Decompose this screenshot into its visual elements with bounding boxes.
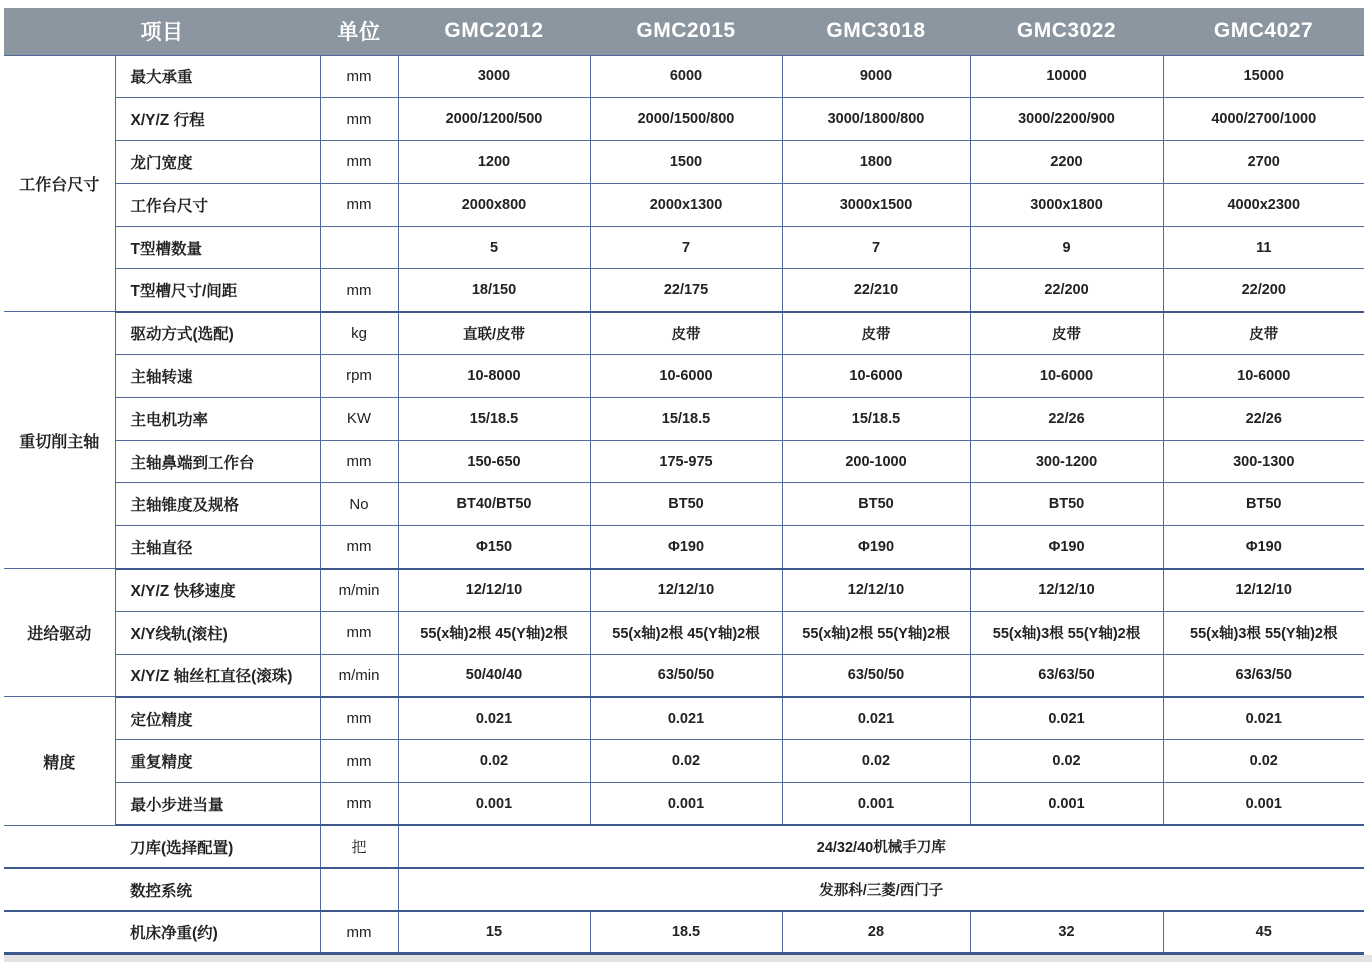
value-cell: 0.001 bbox=[1163, 783, 1364, 826]
header-row bbox=[4, 8, 1364, 55]
table-row bbox=[4, 611, 1364, 654]
unit-cell bbox=[320, 226, 398, 269]
table-row bbox=[4, 783, 1364, 826]
value-cell: Φ150 bbox=[398, 526, 590, 569]
value-cell: BT40/BT50 bbox=[398, 483, 590, 526]
value-cell: Φ190 bbox=[1163, 526, 1364, 569]
item-label: 主轴转速 bbox=[115, 355, 320, 398]
unit-cell: mm bbox=[320, 183, 398, 226]
col-header-item: 项目 bbox=[4, 8, 320, 55]
value-cell: BT50 bbox=[970, 483, 1163, 526]
value-cell: 0.02 bbox=[782, 740, 970, 783]
value-cell: 0.02 bbox=[970, 740, 1163, 783]
unit-cell: mm bbox=[320, 911, 398, 954]
unit-cell: mm bbox=[320, 526, 398, 569]
unit-cell: KW bbox=[320, 397, 398, 440]
value-cell: 0.021 bbox=[1163, 697, 1364, 740]
value-cell: 22/175 bbox=[590, 269, 782, 312]
value-cell: 皮带 bbox=[970, 312, 1163, 355]
value-cell: 150-650 bbox=[398, 440, 590, 483]
value-cell: 63/63/50 bbox=[1163, 654, 1364, 697]
span-value-cell: 发那科/三菱/西门子 bbox=[398, 868, 1364, 911]
table-row bbox=[4, 355, 1364, 398]
table-row bbox=[4, 569, 1364, 612]
item-label: T型槽数量 bbox=[115, 226, 320, 269]
value-cell: 12/12/10 bbox=[782, 569, 970, 612]
unit-cell: kg bbox=[320, 312, 398, 355]
value-cell: 0.021 bbox=[782, 697, 970, 740]
value-cell: 0.02 bbox=[398, 740, 590, 783]
value-cell: 0.001 bbox=[970, 783, 1163, 826]
table-row bbox=[4, 526, 1364, 569]
value-cell: 10-6000 bbox=[1163, 355, 1364, 398]
item-label: 数控系统 bbox=[4, 868, 320, 911]
table-row bbox=[4, 269, 1364, 312]
table-row bbox=[4, 141, 1364, 184]
unit-cell: 把 bbox=[320, 825, 398, 868]
unit-cell: mm bbox=[320, 611, 398, 654]
value-cell: 6000 bbox=[590, 55, 782, 98]
item-label: 主电机功率 bbox=[115, 397, 320, 440]
value-cell: 0.021 bbox=[590, 697, 782, 740]
span-value-cell: 24/32/40机械手刀库 bbox=[398, 825, 1364, 868]
value-cell: 3000x1800 bbox=[970, 183, 1163, 226]
col-header-model-3: GMC3018 bbox=[782, 8, 970, 55]
unit-cell bbox=[320, 868, 398, 911]
value-cell: 15/18.5 bbox=[398, 397, 590, 440]
item-label: X/Y/Z 快移速度 bbox=[115, 569, 320, 612]
table-row bbox=[4, 440, 1364, 483]
value-cell: 1200 bbox=[398, 141, 590, 184]
table-row bbox=[4, 911, 1364, 954]
value-cell: 2700 bbox=[1163, 141, 1364, 184]
value-cell: 55(x轴)2根 45(Y轴)2根 bbox=[398, 611, 590, 654]
value-cell: 22/200 bbox=[1163, 269, 1364, 312]
spec-table bbox=[4, 8, 1364, 955]
item-label: T型槽尺寸/间距 bbox=[115, 269, 320, 312]
table-row bbox=[4, 825, 1364, 868]
col-header-unit: 单位 bbox=[320, 8, 398, 55]
table-row bbox=[4, 183, 1364, 226]
value-cell: BT50 bbox=[1163, 483, 1364, 526]
value-cell: Φ190 bbox=[782, 526, 970, 569]
item-label: 最小步进当量 bbox=[115, 783, 320, 826]
col-header-model-2: GMC2015 bbox=[590, 8, 782, 55]
value-cell: 22/210 bbox=[782, 269, 970, 312]
group-label: 重切削主轴 bbox=[4, 312, 115, 569]
table-row bbox=[4, 55, 1364, 98]
table-row bbox=[4, 483, 1364, 526]
value-cell: 63/50/50 bbox=[782, 654, 970, 697]
value-cell: 2000/1500/800 bbox=[590, 98, 782, 141]
item-label: 龙门宽度 bbox=[115, 141, 320, 184]
table-row bbox=[4, 654, 1364, 697]
value-cell: 12/12/10 bbox=[398, 569, 590, 612]
unit-cell: mm bbox=[320, 697, 398, 740]
value-cell: 4000/2700/1000 bbox=[1163, 98, 1364, 141]
item-label: 重复精度 bbox=[115, 740, 320, 783]
value-cell: 55(x轴)3根 55(Y轴)2根 bbox=[1163, 611, 1364, 654]
value-cell: 175-975 bbox=[590, 440, 782, 483]
value-cell: 0.021 bbox=[398, 697, 590, 740]
group-label: 进给驱动 bbox=[4, 569, 115, 697]
value-cell: 2000x1300 bbox=[590, 183, 782, 226]
unit-cell: rpm bbox=[320, 355, 398, 398]
value-cell: 2000x800 bbox=[398, 183, 590, 226]
value-cell: 50/40/40 bbox=[398, 654, 590, 697]
value-cell: 63/63/50 bbox=[970, 654, 1163, 697]
value-cell: 7 bbox=[782, 226, 970, 269]
unit-cell: mm bbox=[320, 55, 398, 98]
value-cell: 0.02 bbox=[1163, 740, 1364, 783]
group-label: 工作台尺寸 bbox=[4, 55, 115, 312]
unit-cell: m/min bbox=[320, 654, 398, 697]
item-label: 定位精度 bbox=[115, 697, 320, 740]
value-cell: 63/50/50 bbox=[590, 654, 782, 697]
value-cell: 4000x2300 bbox=[1163, 183, 1364, 226]
value-cell: 10-6000 bbox=[970, 355, 1163, 398]
unit-cell: m/min bbox=[320, 569, 398, 612]
value-cell: BT50 bbox=[590, 483, 782, 526]
table-row bbox=[4, 98, 1364, 141]
value-cell: 0.001 bbox=[590, 783, 782, 826]
value-cell: 10-6000 bbox=[590, 355, 782, 398]
value-cell: 2200 bbox=[970, 141, 1163, 184]
col-header-model-5: GMC4027 bbox=[1163, 8, 1364, 55]
value-cell: 7 bbox=[590, 226, 782, 269]
value-cell: 45 bbox=[1163, 911, 1364, 954]
unit-cell: mm bbox=[320, 141, 398, 184]
unit-cell: mm bbox=[320, 740, 398, 783]
item-label: 最大承重 bbox=[115, 55, 320, 98]
unit-cell: mm bbox=[320, 98, 398, 141]
value-cell: 2000/1200/500 bbox=[398, 98, 590, 141]
value-cell: 55(x轴)3根 55(Y轴)2根 bbox=[970, 611, 1163, 654]
value-cell: Φ190 bbox=[970, 526, 1163, 569]
value-cell: 55(x轴)2根 45(Y轴)2根 bbox=[590, 611, 782, 654]
value-cell: 0.021 bbox=[970, 697, 1163, 740]
page-bottom-strip bbox=[4, 955, 1372, 962]
value-cell: 32 bbox=[970, 911, 1163, 954]
item-label: 刀库(选择配置) bbox=[4, 825, 320, 868]
table-row bbox=[4, 312, 1364, 355]
value-cell: 0.001 bbox=[782, 783, 970, 826]
col-header-model-4: GMC3022 bbox=[970, 8, 1163, 55]
value-cell: 10-8000 bbox=[398, 355, 590, 398]
item-label: 主轴直径 bbox=[115, 526, 320, 569]
value-cell: 11 bbox=[1163, 226, 1364, 269]
value-cell: 22/26 bbox=[970, 397, 1163, 440]
item-label: 驱动方式(选配) bbox=[115, 312, 320, 355]
unit-cell: mm bbox=[320, 269, 398, 312]
item-label: X/Y/Z 轴丝杠直径(滚珠) bbox=[115, 654, 320, 697]
value-cell: 300-1200 bbox=[970, 440, 1163, 483]
value-cell: 9000 bbox=[782, 55, 970, 98]
value-cell: 15 bbox=[398, 911, 590, 954]
table-row bbox=[4, 740, 1364, 783]
value-cell: 12/12/10 bbox=[1163, 569, 1364, 612]
value-cell: 直联/皮带 bbox=[398, 312, 590, 355]
value-cell: 22/26 bbox=[1163, 397, 1364, 440]
value-cell: 3000/1800/800 bbox=[782, 98, 970, 141]
value-cell: BT50 bbox=[782, 483, 970, 526]
item-label: X/Y线轨(滚柱) bbox=[115, 611, 320, 654]
value-cell: 55(x轴)2根 55(Y轴)2根 bbox=[782, 611, 970, 654]
item-label: X/Y/Z 行程 bbox=[115, 98, 320, 141]
value-cell: 皮带 bbox=[590, 312, 782, 355]
value-cell: Φ190 bbox=[590, 526, 782, 569]
value-cell: 皮带 bbox=[782, 312, 970, 355]
value-cell: 12/12/10 bbox=[590, 569, 782, 612]
value-cell: 0.02 bbox=[590, 740, 782, 783]
value-cell: 1500 bbox=[590, 141, 782, 184]
value-cell: 28 bbox=[782, 911, 970, 954]
value-cell: 15/18.5 bbox=[782, 397, 970, 440]
value-cell: 3000x1500 bbox=[782, 183, 970, 226]
value-cell: 200-1000 bbox=[782, 440, 970, 483]
unit-cell: mm bbox=[320, 783, 398, 826]
value-cell: 12/12/10 bbox=[970, 569, 1163, 612]
value-cell: 22/200 bbox=[970, 269, 1163, 312]
value-cell: 皮带 bbox=[1163, 312, 1364, 355]
table-row bbox=[4, 226, 1364, 269]
value-cell: 15/18.5 bbox=[590, 397, 782, 440]
item-label: 机床净重(约) bbox=[4, 911, 320, 954]
value-cell: 15000 bbox=[1163, 55, 1364, 98]
value-cell: 3000/2200/900 bbox=[970, 98, 1163, 141]
value-cell: 1800 bbox=[782, 141, 970, 184]
table-row bbox=[4, 697, 1364, 740]
table-row bbox=[4, 868, 1364, 911]
value-cell: 10000 bbox=[970, 55, 1163, 98]
unit-cell: mm bbox=[320, 440, 398, 483]
unit-cell: No bbox=[320, 483, 398, 526]
value-cell: 3000 bbox=[398, 55, 590, 98]
item-label: 主轴锥度及规格 bbox=[115, 483, 320, 526]
group-label: 精度 bbox=[4, 697, 115, 825]
value-cell: 0.001 bbox=[398, 783, 590, 826]
col-header-model-1: GMC2012 bbox=[398, 8, 590, 55]
value-cell: 300-1300 bbox=[1163, 440, 1364, 483]
value-cell: 18/150 bbox=[398, 269, 590, 312]
value-cell: 10-6000 bbox=[782, 355, 970, 398]
value-cell: 5 bbox=[398, 226, 590, 269]
item-label: 工作台尺寸 bbox=[115, 183, 320, 226]
value-cell: 18.5 bbox=[590, 911, 782, 954]
item-label: 主轴鼻端到工作台 bbox=[115, 440, 320, 483]
value-cell: 9 bbox=[970, 226, 1163, 269]
table-row bbox=[4, 397, 1364, 440]
